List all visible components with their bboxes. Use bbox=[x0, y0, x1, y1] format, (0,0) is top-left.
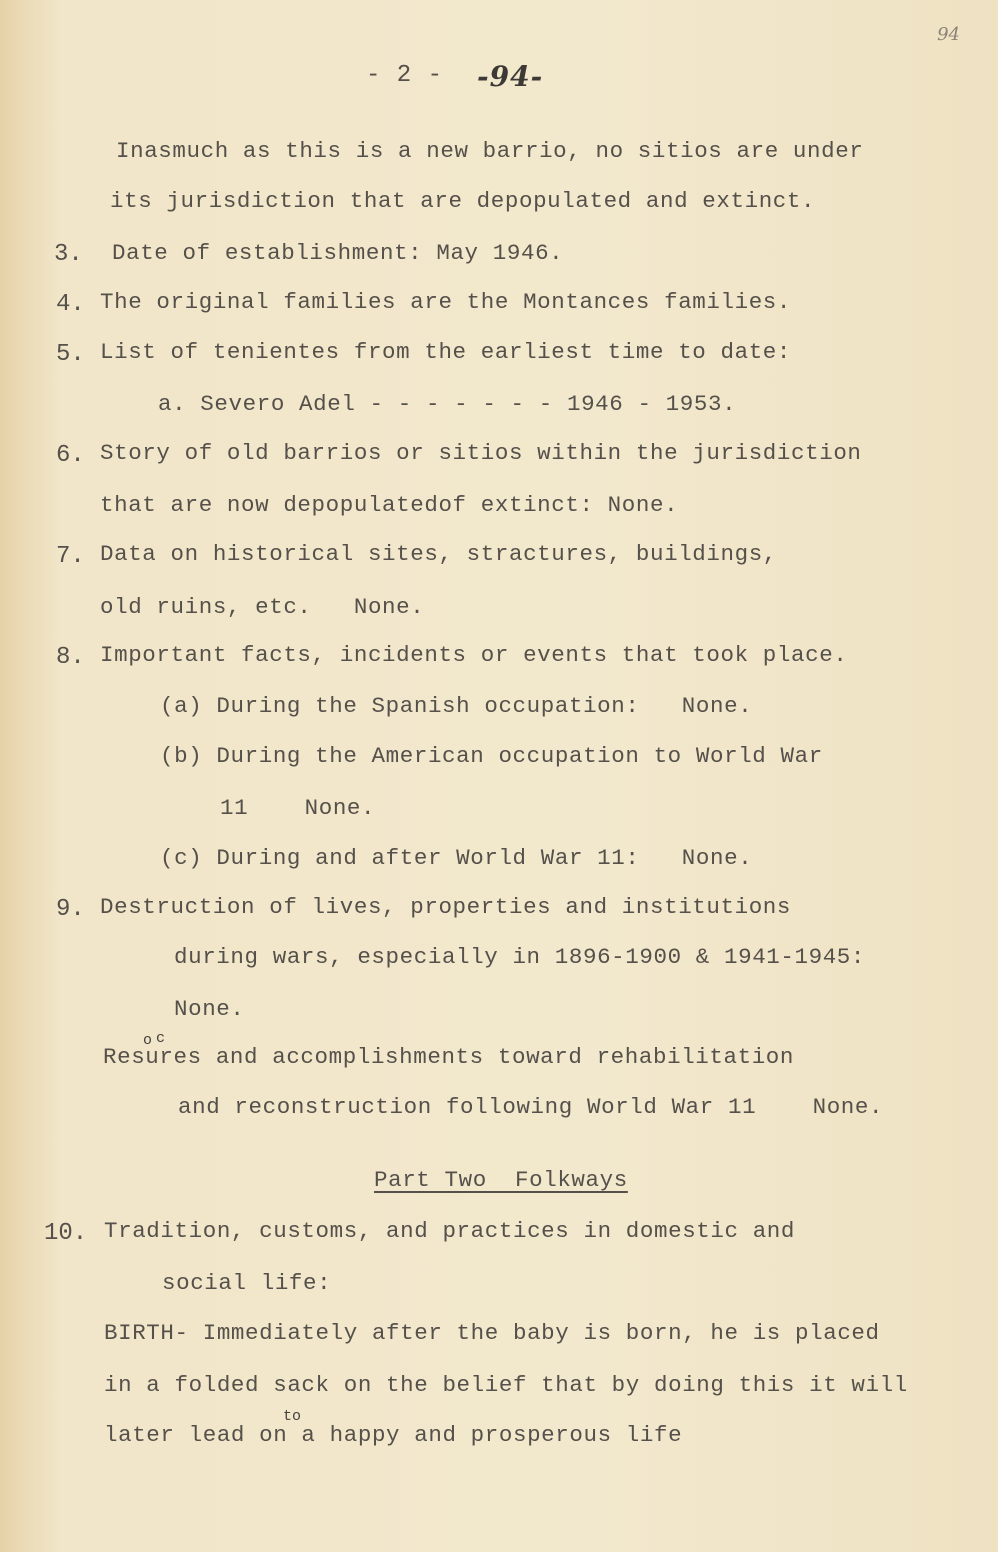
handwritten-page-number: -94- bbox=[477, 60, 544, 93]
text-line: Important facts, incidents or events that took place. bbox=[100, 642, 848, 668]
text-line: The original families are the Montances families. bbox=[100, 289, 792, 315]
item-number: 3. bbox=[54, 241, 83, 268]
text-line: Inasmuch as this is a new barrio, no sitios are under bbox=[116, 138, 864, 164]
page-number: - 2 - bbox=[366, 62, 444, 89]
text-line: social life: bbox=[162, 1270, 332, 1296]
section-heading: Part Two Folkways bbox=[374, 1167, 628, 1193]
text-line: List of tenientes from the earliest time to date: bbox=[100, 339, 792, 365]
item-number: 4. bbox=[56, 291, 85, 318]
text-line: old ruins, etc. None. bbox=[100, 594, 425, 620]
text-line: its jurisdiction that are depopulated and extinct. bbox=[110, 188, 816, 214]
handwritten-insert: c bbox=[156, 1030, 166, 1047]
item-number: 7. bbox=[56, 543, 85, 570]
item-number: 8. bbox=[56, 644, 85, 671]
text-line: in a folded sack on the belief that by doing this it will bbox=[104, 1372, 908, 1398]
handwritten-insert: o bbox=[143, 1032, 153, 1049]
item-number: 5. bbox=[56, 341, 85, 368]
text-line: Destruction of lives, properties and institutions bbox=[100, 894, 792, 920]
corner-page-mark: 94 bbox=[937, 24, 960, 45]
text-line: Story of old barrios or sitios within the jurisdiction bbox=[100, 440, 862, 466]
text-line: during wars, especially in 1896-1900 & 1941-1945: bbox=[174, 944, 866, 970]
text-line: 11 None. bbox=[220, 795, 376, 821]
text-line: (c) During and after World War 11: None. bbox=[160, 845, 753, 871]
text-line: (a) During the Spanish occupation: None. bbox=[160, 693, 753, 719]
item-number: 9. bbox=[56, 896, 85, 923]
text-line: (b) During the American occupation to World War bbox=[160, 743, 823, 769]
text-line: Data on historical sites, stractures, buildings, bbox=[100, 541, 777, 567]
item-number: 6. bbox=[56, 442, 85, 469]
text-line: Date of establishment: May 1946. bbox=[112, 240, 564, 266]
text-line: BIRTH- Immediately after the baby is born, he is placed bbox=[104, 1320, 880, 1346]
text-line: and reconstruction following World War 11 None. bbox=[178, 1094, 884, 1120]
text-line: Resures and accomplishments toward rehabilitation bbox=[103, 1044, 795, 1070]
text-line: later lead on a happy and prosperous life bbox=[104, 1422, 683, 1448]
text-line: that are now depopulatedof extinct: None. bbox=[100, 492, 679, 518]
text-line: None. bbox=[174, 996, 245, 1022]
item-number: 10. bbox=[44, 1220, 88, 1247]
handwritten-insert: to bbox=[283, 1408, 302, 1425]
text-line: a. Severo Adel - - - - - - - 1946 - 1953. bbox=[158, 391, 737, 417]
text-line: Tradition, customs, and practices in domestic and bbox=[104, 1218, 796, 1244]
